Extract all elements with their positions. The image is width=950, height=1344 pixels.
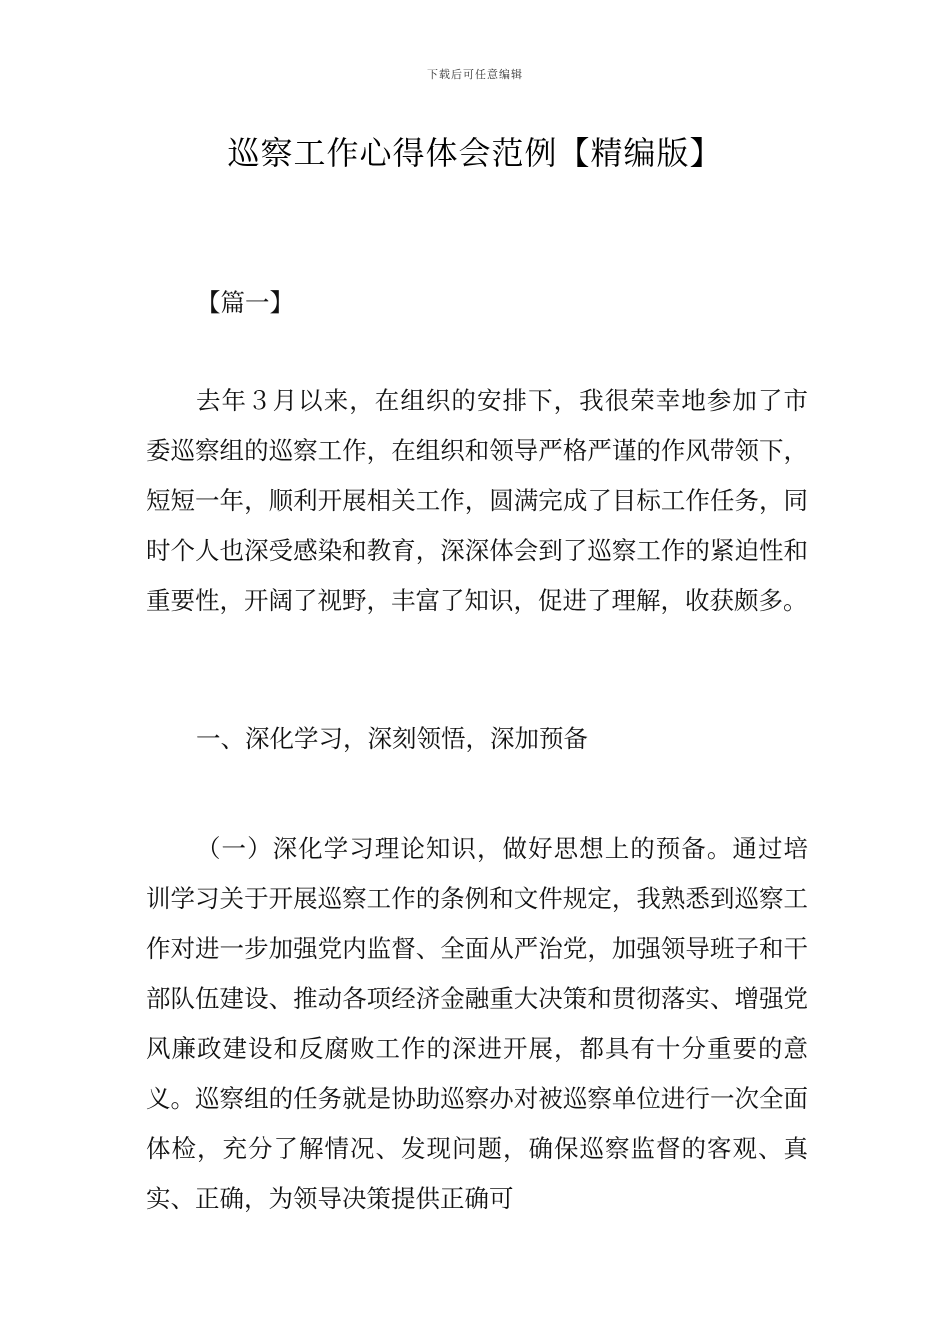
paragraph-study: （一）深化学习理论知识，做好思想上的预备。通过培训学习关于开展巡察工作的条例和文件规定，我熟悉到巡察工作对进一步加强党内监督、全面从严治党，加强领导班子和干部队伍建设、推动各项经济金融重大决策和贯彻落实、增强党风廉政建设和反腐败工作的深进开展，都具有十分重要的意义。巡察组的任务就是协助巡察办对被巡察单位进行一次全面体检，充分了解情况、发现问题，确保巡察监督的客观、真实、正确，为领导决策提供正确可 [146,834,808,1213]
section-label: 【篇一】 [196,288,294,317]
document-title: 巡察工作心得体会范例【精编版】 [227,134,723,172]
paragraph-intro: 去年３月以来，在组织的安排下，我很荣幸地参加了市委巡察组的巡察工作，在组织和领导严格严谨的作风带领下，短短一年，顺利开展相关工作，圆满完成了目标工作任务，同时个人也深受感染和教育，深深体会到了巡察工作的紧迫性和重要性，开阔了视野，丰富了知识，促进了理解，收获颇多。 [146,386,808,615]
section-heading-1: 一、深化学习，深刻领悟，深加预备 [196,724,588,753]
header-note: 下载后可任意编辑 [427,68,523,81]
